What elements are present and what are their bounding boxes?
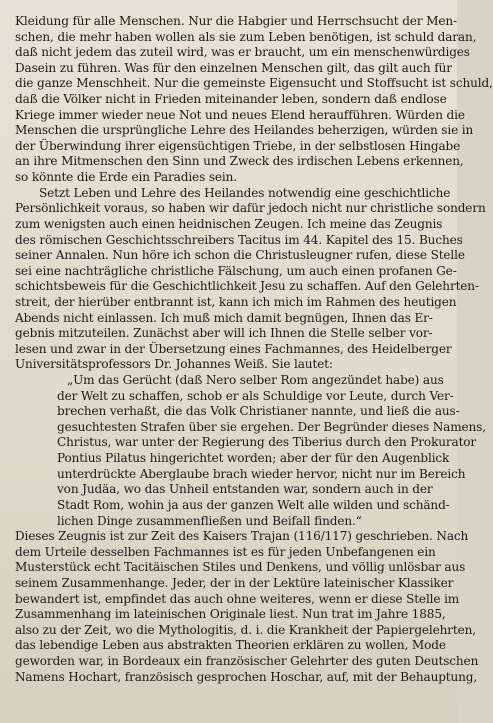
text-line: geworden war, in Bordeaux ein französischer Gelehrter des guten Deutschen (15, 653, 479, 668)
text-line: Musterstück echt Tacitäischen Stiles und Denkens, und völlig unlösbar aus (15, 560, 466, 575)
text-line: daß nicht jedem das zuteil wird, was er braucht, um ein menschenwürdiges (15, 45, 470, 60)
text-line: schen, die mehr haben wollen als sie zum Leben benötigen, ist schuld daran, (15, 29, 477, 44)
text-line: Kleidung für alle Menschen. Nur die Habgier und Herrschsucht der Men- (15, 14, 457, 28)
quote-line: Christus, war unter der Regierung des Tiberius durch den Prokurator (57, 435, 477, 450)
quote-line: brechen verhaßt, die das Volk Christianer nannte, und ließ die aus- (57, 404, 460, 419)
text-line: lesen und zwar in der Übersetzung eines Fachmannes, des Heidelberger (15, 341, 452, 356)
text-line: seinem Zusammenhange. Jeder, der in der Lektüre lateinischer Klassiker (15, 575, 454, 590)
text-line: Namens Hochart, französisch gesprochen Hoschar, auf, mit der Behauptung, (15, 669, 478, 684)
quote-line: „Um das Gerücht (daß Nero selber Rom angezündet habe) aus (67, 373, 444, 388)
text-line: Zusammenhang im lateinischen Originale liest. Nun trat im Jahre 1885, (15, 607, 446, 622)
text-line: seiner Annalen. Nun höre ich schon die Christusleugner rufen, diese Stelle (15, 248, 465, 263)
text-line: die ganze Menschheit. Nur die gemeinste Eigensucht und Stoffsucht ist schuld, (15, 76, 493, 91)
quote-line: lichen Dinge zusammenfließen und Beifall finden.“ (57, 513, 362, 528)
text-line: dem Urteile desselben Fachmannes ist es für jeden Unbefangenen ein (15, 544, 436, 559)
text-line: Setzt Leben und Lehre des Heilandes notwendig eine geschichtliche (39, 185, 451, 200)
text-line: daß die Völker nicht in Frieden miteinander leben, sondern daß endlose (15, 92, 447, 107)
text-line: des römischen Geschichtsschreibers Tacitus im 44. Kapitel des 15. Buches (15, 232, 463, 247)
text-line: Persönlichkeit voraus, so haben wir dafür jedoch nicht nur christliche sondern (15, 201, 486, 216)
text-line: bewandert ist, empfindet das auch ohne weiteres, wenn er diese Stelle im (15, 591, 460, 606)
text-line: Kriege immer wieder neue Not und neues Elend heraufführen. Würden die (15, 107, 465, 122)
quote-line: von Judäa, wo das Unheil entstanden war, sondern auch in der (57, 482, 433, 497)
text-line: Universitätsprofessors Dr. Johannes Weiß. Sie lautet: (15, 357, 333, 372)
text-line: Dieses Zeugnis ist zur Zeit des Kaisers Trajan (116/117) geschrieben. Nach (15, 529, 469, 544)
text-line: so könnte die Erde ein Paradies sein. (15, 170, 237, 185)
text-line: zum wenigsten auch einen heidnischen Zeugen. Ich meine das Zeugnis (15, 216, 443, 231)
text-line: gebnis mitzuteilen. Zunächst aber will ich Ihnen die Stelle selber vor- (15, 326, 433, 341)
quote-line: Stadt Rom, wohin ja aus der ganzen Welt alle wilden und schänd- (57, 497, 450, 512)
quote-line: gesuchtesten Strafen über sie ergehen. Der Begründer dieses Namens, (57, 419, 486, 434)
text-line: also zu der Zeit, wo die Mythologitis, d. i. die Krankheit der Papiergelehrten, (15, 622, 476, 637)
text-line: der Überwindung ihrer eigensüchtigen Triebe, in der selbstlosen Hingabe (15, 138, 461, 153)
quote-line: der Welt zu schaffen, schob er als Schuldige vor Leute, durch Ver- (57, 388, 454, 403)
text-line: schichtsbeweis für die Geschichtlichkeit Jesu zu schaffen. Auf den Gelehrten- (15, 279, 479, 294)
text-line: an ihre Mitmenschen den Sinn und Zweck des irdischen Lebens erkennen, (15, 154, 464, 169)
text-line: sei eine nachträgliche christliche Fälschung, um auch einen profanen Ge- (15, 263, 457, 278)
text-line: das lebendige Leben aus abstrakten Theorien erklären zu wollen, Mode (15, 638, 446, 653)
quote-line: unterdrückte Aberglaube brach wieder hervor, nicht nur im Bereich (57, 466, 466, 481)
quote-line: Pontius Pilatus hingerichtet worden; aber der für den Augenblick (57, 451, 450, 466)
text-line: Menschen die ursprüngliche Lehre des Heilandes beherzigen, würden sie in (15, 123, 474, 138)
text-line: Abends nicht einlassen. Ich muß mich damit begnügen, Ihnen das Er- (15, 310, 433, 325)
text-line: Dasein zu führen. Was für den einzelnen Menschen gilt, das gilt auch für (15, 60, 452, 75)
text-line: streit, der hierüber entbrannt ist, kann ich mich im Rahmen des heutigen (15, 294, 457, 309)
